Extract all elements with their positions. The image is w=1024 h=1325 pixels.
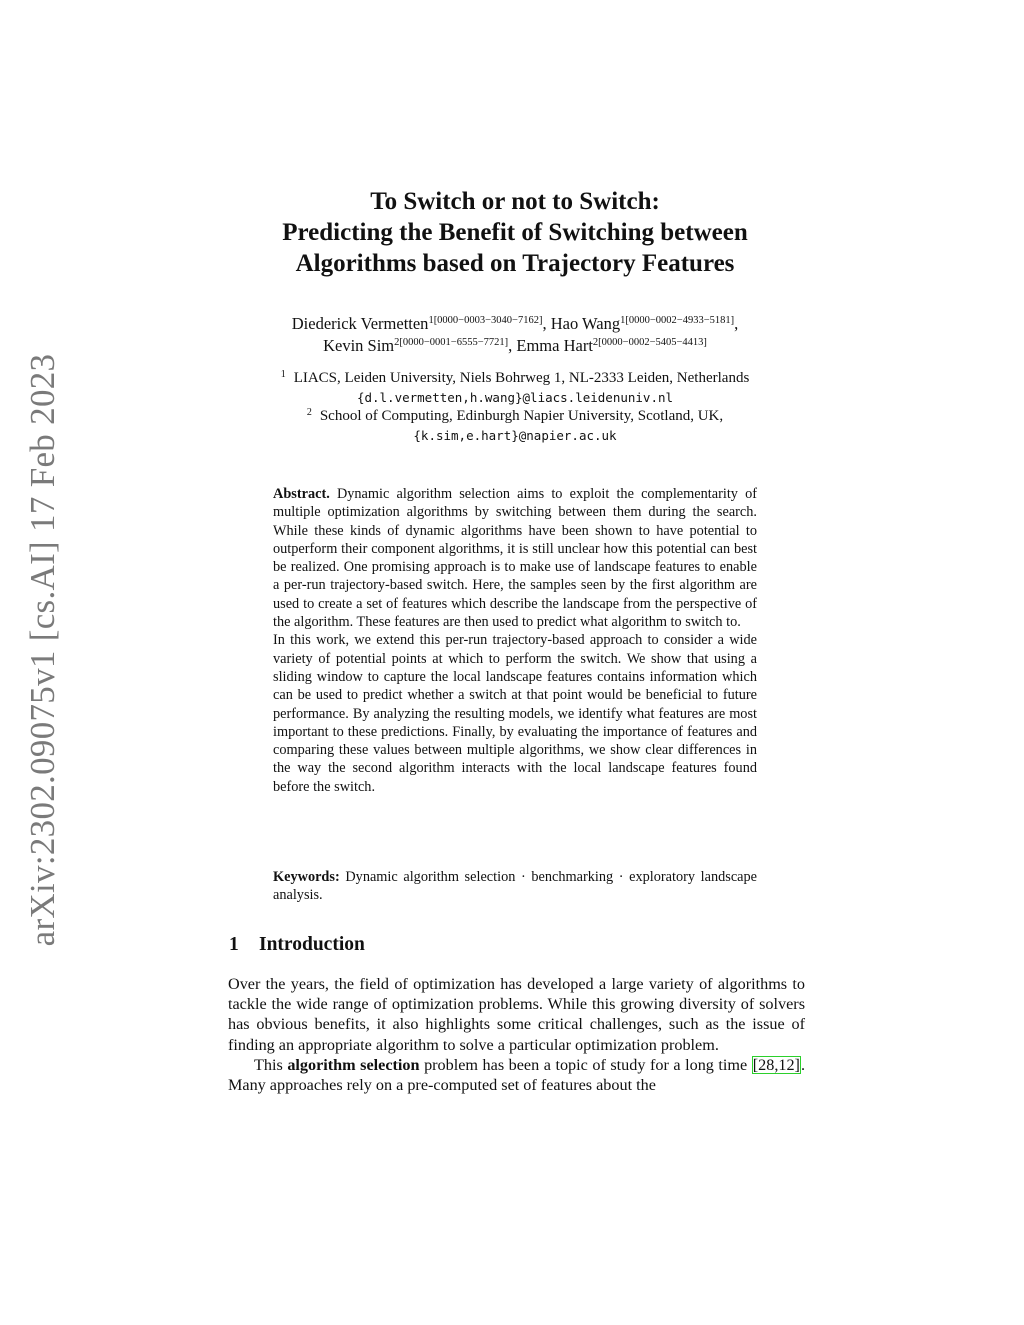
- author-line-1: Diederick Vermetten$^{1[0000-0003-3040-7162]}$, Hao Wang$^{1[0000-0002-4933-5181]}$,: [291, 314, 739, 333]
- affiliation-1-email: {d.l.vermetten,h.wang}@liacs.leidenuniv.nl: [356, 390, 674, 405]
- author-orcid: 1[0000−0002−4933−5181]: [620, 315, 735, 326]
- abstract: [273, 485, 757, 796]
- title-line-1: To Switch or not to Switch:: [370, 188, 660, 215]
- section-number: 1: [229, 934, 239, 955]
- author-name: Emma Hart: [516, 336, 593, 355]
- abstract-paragraph-1: Abstract. Dynamic algorithm selection aims to exploit the complementarity of multiple optimization algorithms by switching between them during the search. While these kinds of dynamic algorithms have been shown to have potential to outperform their component algorithms, it is still unclear how this potential can best be realized. One promising approach is to make use of landscape features to enable a per-run trajectory-based switch. Here, the samples seen by the first algorithm are used to create a set of features which describe the landscape from the perspective of the algorithm. These features are then used to predict what algorithm to switch to.: [273, 486, 757, 631]
- title-line-3: Algorithms based on Trajectory Features: [295, 250, 735, 277]
- author-name: Diederick Vermetten: [291, 314, 429, 333]
- author-orcid: 2[0000−0001−6555−7721]: [394, 337, 509, 348]
- author-orcid: 1[0000−0003−3040−7162]: [428, 315, 543, 326]
- emphasis-term: algorithm selection: [287, 1055, 420, 1074]
- body-paragraph-2: This algorithm selection problem has been a topic of study for a long time [28,12]. Many approaches rely on a pre-computed set of features about the: [228, 1055, 805, 1095]
- body-paragraph-1: Over the years, the field of optimization has developed a large variety of algorithms to tackle the wide range of optimization problems. While this growing diversity of solvers has obvious benefits, it also highlights some critical challenges, such as the issue of finding an appropriate algorithm to solve a particular optimization problem.: [228, 975, 805, 1054]
- section-heading-introduction: [229, 934, 365, 956]
- author-list: [0, 313, 1024, 357]
- title-line-2: Predicting the Benefit of Switching between: [282, 219, 748, 246]
- keywords-label: Keywords:: [273, 869, 340, 885]
- citation-link[interactable]: [28,12]: [752, 1055, 800, 1074]
- keywords: [273, 868, 757, 905]
- arxiv-identifier-stamp: arXiv:2302.09075v1 [cs.AI] 17 Feb 2023: [23, 353, 62, 947]
- affiliation-1: $^1$ LIACS, Leiden University, Niels Bohrweg 1, NL-2333 Leiden, Netherlands: [280, 369, 750, 386]
- author-line-2: Kevin Sim$^{2[0000-0001-6555-7721]}$, Emma Hart$^{2[0000-0002-5405-4413]}$: [323, 336, 707, 355]
- abstract-label: Abstract.: [273, 486, 330, 502]
- author-name: Kevin Sim: [323, 336, 395, 355]
- introduction-body: [228, 974, 805, 1095]
- author-name: Hao Wang: [550, 314, 621, 333]
- abstract-paragraph-2: In this work, we extend this per-run trajectory-based approach to consider a wide variety of potential points at which to perform the switch. We show that using a sliding window to capture the local landscape features contains information which can be used to predict whether a switch at that point would be beneficial to future performance. By analyzing the resulting models, we identify what features are most important to these predictions. Finally, by evaluating the importance of features and comparing these values between multiple algorithms, we show clear differences in the way the second algorithm interacts with the local landscape features found before the switch.: [273, 632, 757, 795]
- paper-title: [0, 186, 1024, 279]
- section-title: Introduction: [259, 934, 365, 955]
- affiliation-2-email: {k.sim,e.hart}@napier.ac.uk: [413, 428, 617, 443]
- affiliations: [0, 369, 1024, 445]
- author-orcid: 2[0000−0002−5405−4413]: [592, 337, 707, 348]
- affiliation-2: $^2$ School of Computing, Edinburgh Napier University, Scotland, UK,: [306, 407, 724, 424]
- keywords-text: Dynamic algorithm selection · benchmarking · exploratory landscape analysis.: [273, 869, 757, 904]
